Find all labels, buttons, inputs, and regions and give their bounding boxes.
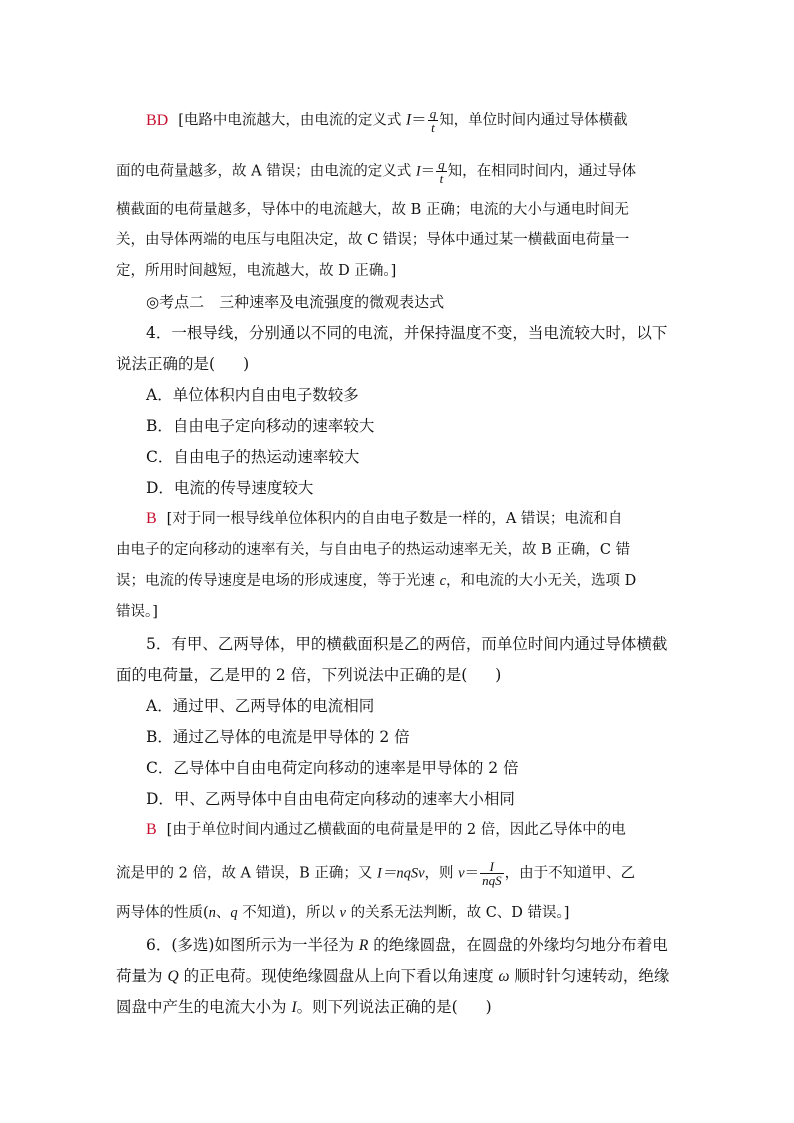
- answer3-line5: 定，所用时间越短，电流越大，故 D 正确。]: [116, 263, 397, 279]
- section-heading: ◎考点二 三种速率及电流强度的微观表达式: [146, 293, 445, 311]
- q5-stem-line1: 5．有甲、乙两导体，甲的横截面积是乙的两倍，而单位时间内通过导体横截: [146, 635, 668, 653]
- answer3-line4: 关，由导体两端的电压与电阻决定，故 C 错误；导体中通过某一横截面电荷量一: [116, 232, 630, 248]
- q6-stem-line1: 6．(多选)如图所示为一半径为 R 的绝缘圆盘，在圆盘的外缘均匀地分布着电: [146, 936, 668, 954]
- q4-answer-line3: 误；电流的传导速度是电场的形成速度，等于光速 c，和电流的大小无关，选项 D: [116, 573, 637, 589]
- answer3-line2: 面的电荷量越多，故 A 错误；由电流的定义式 I＝ $\frac{q}{t}$ 知，在相同时间内，通过导体: [116, 157, 637, 186]
- q4-option-b: B．自由电子定向移动的速率较大: [146, 417, 375, 435]
- q4-option-d: D．电流的传导速度较大: [146, 479, 314, 497]
- q5-option-c: C．乙导体中自由电荷定向移动的速率是甲导体的 2 倍: [146, 759, 519, 777]
- q5-option-a: A．通过甲、乙两导体的电流相同: [146, 697, 375, 715]
- q5-stem-line2: 面的电荷量，乙是甲的 2 倍，下列说法中正确的是( ): [116, 666, 502, 684]
- answer3-line1: BD [电路中电流越大，由电流的定义式 I＝ $\frac{q}{t}$ 知，单位时间内通过导体横截: [146, 106, 628, 135]
- q4-answer-line2: 由电子的定向移动的速率有关，与自由电子的热运动速率无关，故 B 正确，C 错: [116, 542, 631, 558]
- q6-stem-line2: 荷量为 Q 的正电荷。现使绝缘圆盘从上向下看以角速度 ω 顺时针匀速转动，绝缘: [116, 967, 670, 985]
- q5-option-b: B．通过乙导体的电流是甲导体的 2 倍: [146, 728, 410, 746]
- q5-answer-line1: B [由于单位时间内通过乙横截面的电荷量是甲的 2 倍，因此乙导体中的电: [146, 821, 626, 838]
- q4-option-a: A．单位体积内自由电子数较多: [146, 386, 359, 404]
- fraction-i-over-nqs: $\frac{I}{\text{nqS}}$: [482, 859, 502, 888]
- q5-answer-line2: 流是甲的 2 倍，故 A 错误，B 正确；又 I＝nqSv，则 v＝ $\frac{I}{\text{nqS}}$ ，由于不知道甲、乙: [116, 859, 636, 888]
- q6-stem-line3: 圆盘中产生的电流大小为 I。则下列说法正确的是( ): [116, 998, 492, 1016]
- answer-key: B: [146, 510, 157, 527]
- q4-option-c: C．自由电子的热运动速率较大: [146, 448, 360, 466]
- fraction-q-over-t: $\frac{q}{t}$: [438, 157, 445, 186]
- answer3-line3: 横截面的电荷量越多，导体中的电流越大，故 B 正确；电流的大小与通电时间无: [116, 202, 629, 218]
- q5-option-d: D．甲、乙两导体中自由电荷定向移动的速率大小相同: [146, 790, 515, 808]
- answer-key: BD: [146, 111, 169, 129]
- q4-answer-line4: 错误。]: [116, 604, 158, 620]
- q4-stem-line2: 说法正确的是( ): [116, 355, 250, 373]
- q5-answer-line3: 两导体的性质(n、q 不知道)，所以 v 的关系无法判断，故 C、D 错误。]: [116, 905, 570, 921]
- answer-key: B: [146, 821, 157, 838]
- q4-stem-line1: 4．一根导线，分别通以不同的电流，并保持温度不变，当电流较大时，以下: [146, 324, 668, 342]
- fraction-q-over-t: $\frac{q}{t}$: [429, 106, 437, 135]
- q4-answer-line1: B [对于同一根导线单位体积内的自由电子数是一样的，A 错误；电流和自: [146, 510, 623, 527]
